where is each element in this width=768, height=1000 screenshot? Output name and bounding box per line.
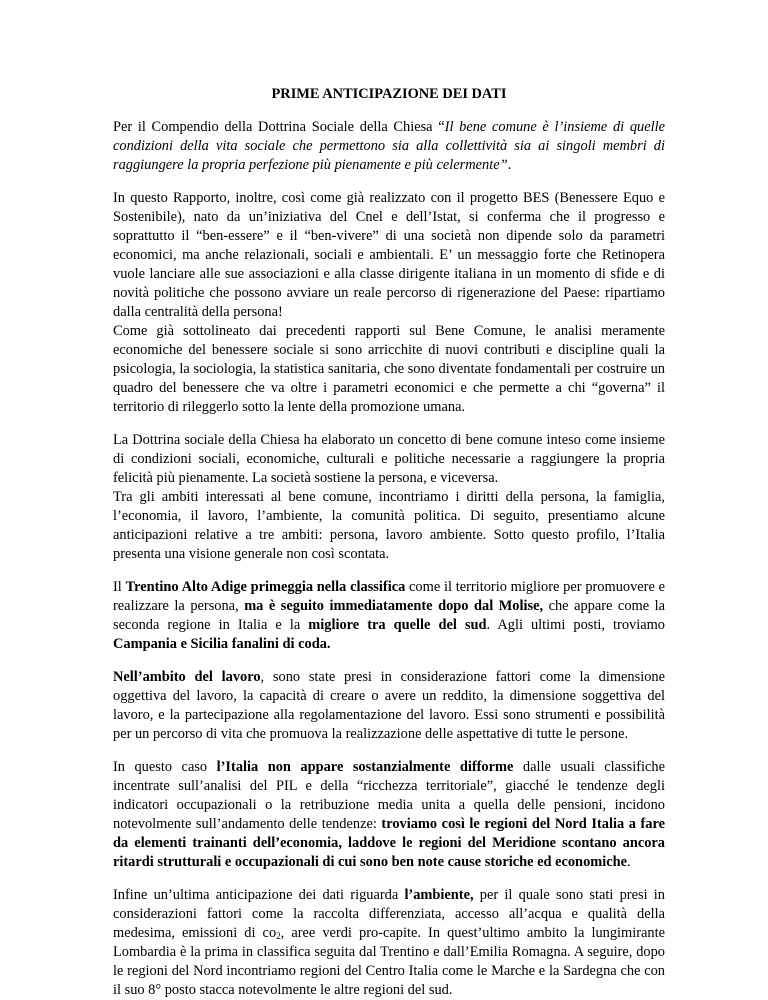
p8-bold-nord: troviamo così le regioni del Nord Italia a fare da elementi trainanti dell’economia, laddove le regioni del Meridione scontano ancora ritardi strutturali e occupazionali di cui sono ben note cause storiche ed economiche — [113, 816, 665, 870]
document-page — [113, 0, 665, 1000]
p6-bold-trentino: Trentino Alto Adige primeggia nella classifica — [125, 579, 406, 595]
paragraph-persona — [113, 578, 665, 654]
p6-text-a: Il — [113, 579, 126, 595]
paragraph-rapporto: In questo Rapporto, inoltre, così come già realizzato con il progetto BES (Benessere Equo e Sostenibile), nato da un’iniziativa del Cnel e dell’Istat, si conferma che il progresso e soprattutto il “ben-essere” e il “ben-vivere” di una società non dipende solo da parametri economici, ma anche relazionali, sociali e ambientali. E’ un messaggio forte che Retinopera vuole lanciare alle sue associazioni e alla classe dirigente italiana in un momento di sfide e di novità politiche che possono avviare un reale percorso di rigenerazione del Paese: ripartiamo dalla centralità della persona! — [113, 190, 665, 320]
p9-bold-ambiente: l’ambiente, — [404, 887, 474, 903]
p7-text-b: , sono state presi in considerazione fattori come la dimensione oggettiva del lavoro, la capacità di creare o avere un reddito, la dimensione soggettiva del lavoro, e la partecipazione alla regolamentazione del lavoro. Essi sono strumenti e possibilità per un percorso di vita che promuova la realizzazione delle aspettative di tutte le persone. — [113, 669, 665, 742]
p6-text-e: che appare come la seconda regione in Italia e la — [113, 598, 665, 633]
paragraph-dottrina-sociale: La Dottrina sociale della Chiesa ha elaborato un concetto di bene comune inteso come insieme di condizioni sociali, economiche, culturali e politiche necessarie a raggiungere la propria felicità più pienamente. La società sostiene la persona, e viceversa. — [113, 432, 665, 486]
p8-text-a: In questo caso — [113, 759, 217, 775]
p8-bold-italia: l’Italia non appare sostanzialmente difforme — [216, 759, 514, 775]
p6-bold-molise: ma è seguito immediatamente dopo dal Molise, — [244, 598, 544, 614]
p9-subscript: 2 — [276, 931, 281, 941]
p6-bold-sud: migliore tra quelle del sud — [308, 617, 487, 633]
paragraph-italia-pil — [113, 758, 665, 872]
paragraph-ambiente — [113, 886, 665, 1000]
p6-text-g: . Agli ultimi posti, troviamo — [486, 617, 665, 633]
p9-text-a: Infine un’ultima anticipazione dei dati riguarda — [113, 887, 405, 903]
p7-bold-lavoro: Nell’ambito del lavoro — [113, 669, 261, 685]
paragraph-compendio — [113, 118, 665, 175]
p6-bold-campania: Campania e Sicilia fanalini di coda. — [113, 636, 331, 652]
p1-lead: Per il Compendio della Dottrina Sociale della Chiesa “ — [113, 119, 445, 135]
p9-text-d: , aree verdi pro-capite. In quest’ultimo ambito la lungimirante Lombardia è la prima in classifica seguita dal Trentino e dall’Emilia Romagna. A seguire, dopo le regioni del Nord incontriamo regioni del Centro Italia come le Marche e la Sardegna che con il suo 8° posto stacca notevolmente le altre regioni del sud. — [113, 925, 665, 998]
p8-text-e: . — [627, 854, 631, 870]
p1-quote: Il bene comune è l’insieme di quelle condizioni della vita sociale che permettono sia alla collettività sia ai singoli membri di raggiungere la propria perfezione più pienamente e più celermente” — [113, 119, 665, 173]
paragraph-ambiti: Tra gli ambiti interessati al bene comune, incontriamo i diritti della persona, la famiglia, l’economia, il lavoro, l’ambiente, la comunità politica. Di seguito, presentiamo alcune anticipazioni relative a tre ambiti: persona, lavoro ambiente. Sotto questo profilo, l’Italia presenta una visione generale non così scontata. — [113, 489, 665, 562]
document-title: PRIME ANTICIPAZIONE DEI DATI — [271, 86, 507, 102]
paragraph-rapporti-precedenti: Come già sottolineato dai precedenti rapporti sul Bene Comune, le analisi meramente economiche del benessere sociale si sono arricchite di nuovi contributi e discipline quali la psicologia, la sociologia, la statistica sanitaria, che sono diventate fondamentali per costruire un quadro del benessere che va oltre i parametri economici e che permette a chi “governa” il territorio di rileggerlo sotto la lente della promozione umana. — [113, 323, 665, 415]
p9-text-c: per il quale sono stati presi in considerazioni fattori come la raccolta differenziata, accesso all’acqua e qualità della medesima, emissioni di co — [113, 887, 665, 941]
paragraph-lavoro — [113, 668, 665, 744]
p6-text-c: come il territorio migliore per promuovere e realizzare la persona, — [113, 579, 665, 614]
p8-text-c: dalle usuali classifiche incentrate sull’analisi del PIL e della “ricchezza territoriale”, giacché le tendenze degli indicatori occupazionali o la retribuzione media unita a quella delle pensioni, incidono notevolmente sull’andamento delle tendenze: — [113, 759, 665, 832]
p1-tail: . — [507, 157, 512, 173]
